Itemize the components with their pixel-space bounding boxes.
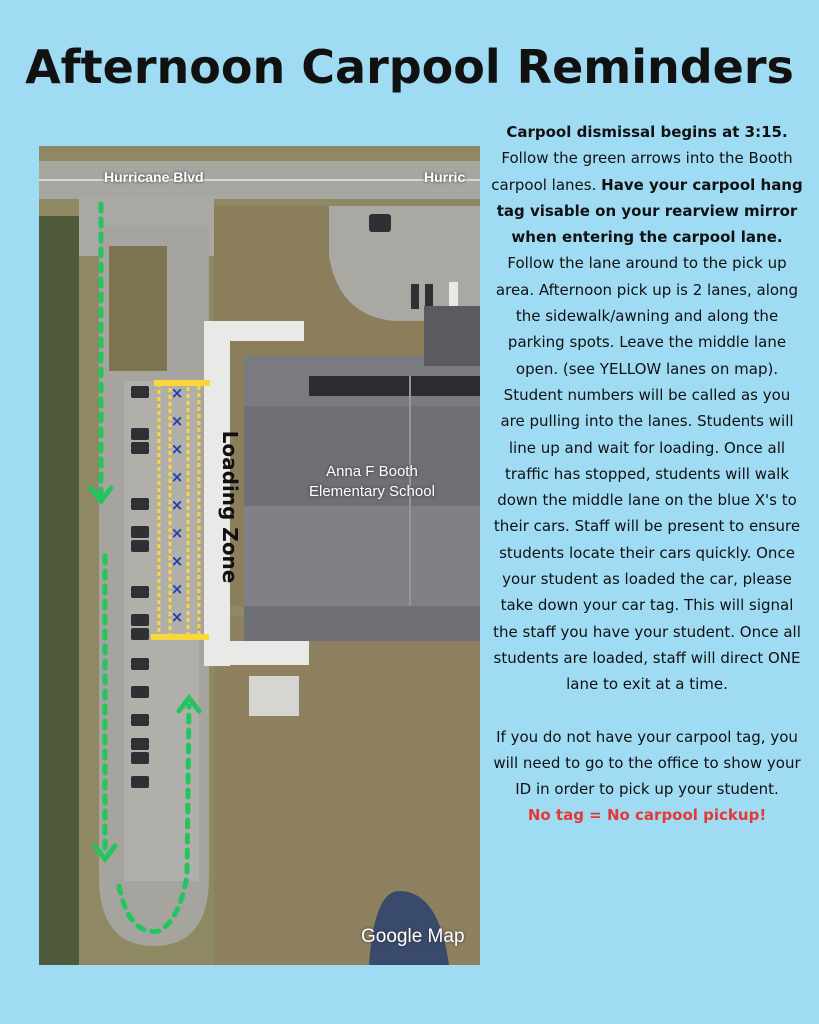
- x-marker: ×: [170, 468, 184, 486]
- x-marker: ×: [170, 524, 184, 542]
- x-marker: ×: [170, 440, 184, 458]
- no-tag-text: If you do not have your carpool tag, you will need to go to the office to show your ID in order to pick up your student.: [493, 727, 801, 799]
- map-attribution: Google Map: [361, 926, 465, 947]
- x-marker: ×: [170, 608, 184, 626]
- school-label-line1: Anna F Booth: [326, 463, 418, 480]
- loading-zone-label: Loading Zone: [218, 430, 242, 584]
- instruction-text: Follow the lane around to the pick up area. Afternoon pick up is 2 lanes, along the sidewalk/awning and along the parking spots. Leave the middle lane open.: [495, 254, 799, 378]
- street-label: Hurricane Blvd: [104, 169, 204, 185]
- street-label-cut: Hurric: [424, 169, 466, 185]
- dismissal-time: Carpool dismissal begins at 3:15.: [506, 123, 788, 141]
- instruction-text: (see YELLOW lanes on map).: [562, 359, 779, 378]
- instructions-column: [490, 119, 804, 829]
- hang-tag-reminder: Have your carpool hang tag visable on your rearview mirror when entering the carpool lane.: [496, 175, 803, 247]
- instructions-paragraph: [490, 119, 804, 698]
- x-marker: ×: [170, 384, 184, 402]
- marker-column: [167, 379, 187, 631]
- x-marker: ×: [170, 580, 184, 598]
- x-marker: ×: [170, 496, 184, 514]
- instruction-text: Follow the green arrows into the Booth carpool lanes.: [491, 149, 793, 194]
- instruction-text: Student numbers will be called as you are pulling into the lanes. Students will line up and wait for loading.: [500, 385, 794, 457]
- school-label-line2: Elementary School: [309, 483, 435, 500]
- no-tag-paragraph: [490, 724, 804, 829]
- x-marker: ×: [170, 552, 184, 570]
- page-title: Afternoon Carpool Reminders: [25, 40, 794, 94]
- school-label: [309, 462, 435, 502]
- school-map: [39, 146, 480, 965]
- no-tag-warning: No tag = No carpool pickup!: [527, 806, 767, 825]
- x-marker: ×: [170, 412, 184, 430]
- instruction-text: Once all traffic has stopped, students will walk down the middle lane on the blue X's to their cars. Staff will be present to ensure students locate their cars quickly. Once your student as loaded the car, please take down your car tag. This will signal the staff you have your student. Once all students are loaded, staff will direct ONE lane to exit at a time.: [493, 438, 801, 694]
